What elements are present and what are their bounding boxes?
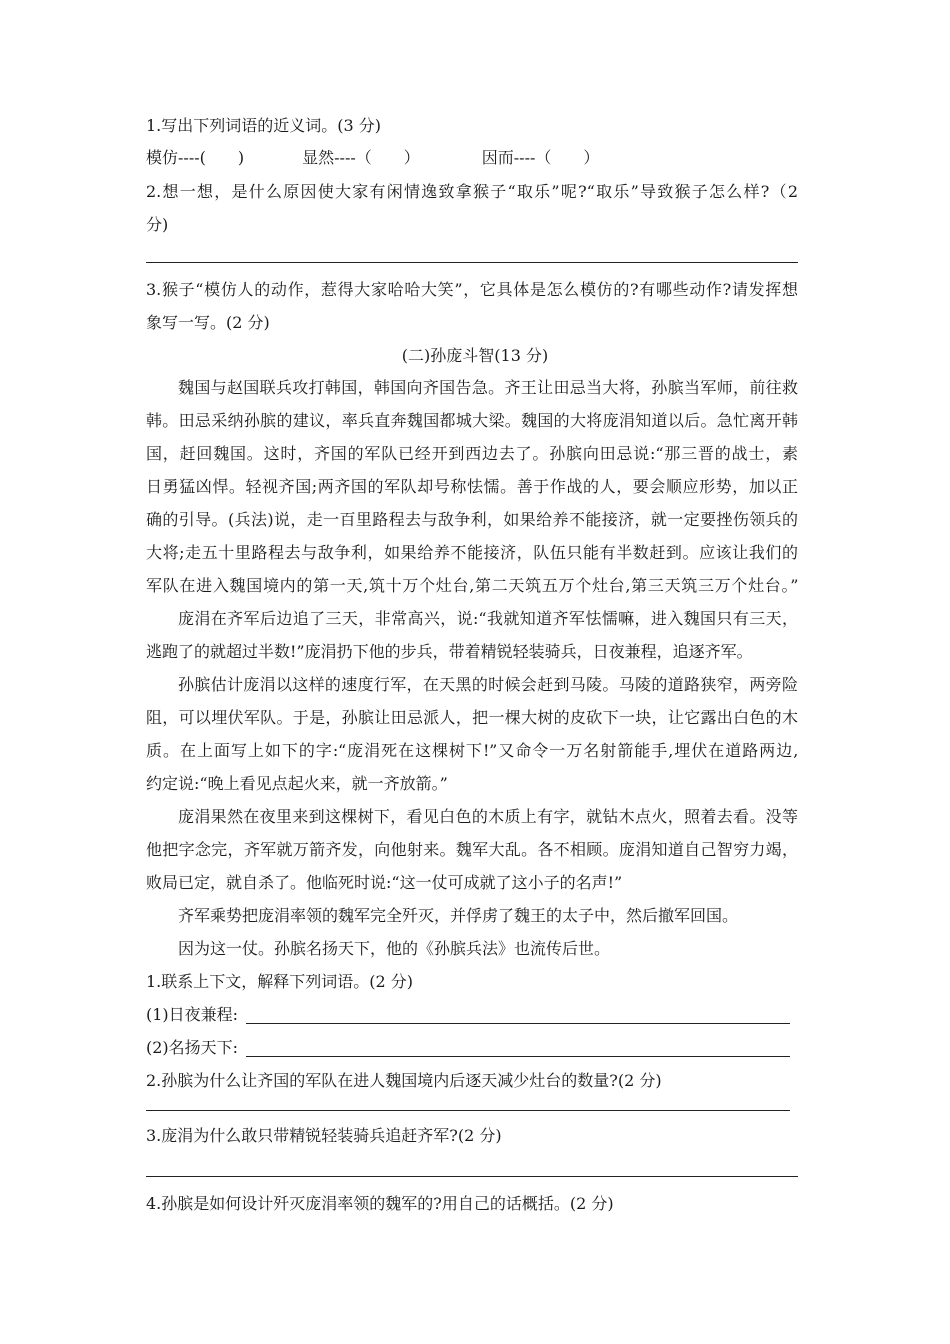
passage-p3-line2: 阻，可以埋伏军队。于是，孙膑让田忌派人，把一棵大树的皮砍下一块，让它露出白色的木 bbox=[146, 708, 798, 727]
question-synonyms: 1.写出下列词语的近义词。(3 分) bbox=[146, 116, 382, 135]
answer-line-cavalry[interactable] bbox=[146, 1176, 798, 1177]
question-imitate-line1: 3.猴子“模仿人的动作，惹得大家哈哈大笑”，它具体是怎么模仿的?有哪些动作?请发挥想 bbox=[146, 280, 798, 299]
question-ambush: 4.孙膑是如何设计歼灭庞涓率领的魏军的?用自己的话概括。(2 分) bbox=[146, 1194, 614, 1213]
explain-item-1-label: (1)日夜兼程: bbox=[146, 1005, 239, 1024]
question-reason-line1: 2.想一想，是什么原因使大家有闲情逸致拿猴子“取乐”呢?“取乐”导致猴子怎么样?（2 bbox=[146, 182, 798, 201]
synonym-row bbox=[146, 150, 599, 166]
passage-p2-line1: 庞涓在齐军后边追了三天，非常高兴，说:“我就知道齐军怯懦嘛，进入魏国只有三天， bbox=[178, 609, 798, 628]
passage-p3-line1: 孙膑估计庞涓以这样的速度行军，在天黑的时候会赶到马陵。马陵的道路狭窄，两旁险 bbox=[178, 675, 798, 694]
synonym-item-2: 显然----（ ） bbox=[302, 148, 420, 167]
passage-p1-line2: 韩。田忌采纳孙膑的建议，率兵直奔魏国都城大梁。魏国的大将庞涓知道以后。急忙离开韩 bbox=[146, 411, 798, 430]
section-title: (二)孙庞斗智(13 分) bbox=[401, 346, 549, 365]
answer-line-explain-1[interactable] bbox=[246, 1023, 790, 1024]
question-imitate-line2: 象写一写。(2 分) bbox=[146, 313, 270, 332]
passage-p1-line5: 确的引导。(兵法)说，走一百里路程去与敌争利，如果给养不能接济，就一定要挫伤领兵的 bbox=[146, 510, 798, 529]
passage-p3-line3: 质。在上面写上如下的字:“庞涓死在这棵树下!”又命令一万名射箭能手,埋伏在道路两边, bbox=[146, 741, 798, 760]
answer-line-reason[interactable] bbox=[146, 262, 798, 263]
answer-line-explain-2[interactable] bbox=[246, 1056, 790, 1057]
passage-p2-line2: 逃跑了的就超过半数!”庞涓扔下他的步兵，带着精锐轻装骑兵，日夜兼程，追逐齐军。 bbox=[146, 642, 753, 661]
explain-item-2-label: (2)名扬天下: bbox=[146, 1038, 239, 1057]
passage-p1-line6: 大将;走五十里路程去与敌争利，如果给养不能接济，队伍只能有半数赶到。应该让我们的 bbox=[146, 543, 798, 562]
question-explain-words: 1.联系上下文，解释下列词语。(2 分) bbox=[146, 972, 414, 991]
passage-p4-line1: 庞涓果然在夜里来到这棵树下，看见白色的木质上有字，就钻木点火，照着去看。没等 bbox=[178, 807, 798, 826]
passage-p5: 齐军乘势把庞涓率领的魏军完全歼灭，并俘虏了魏王的太子中，然后撤军回国。 bbox=[178, 906, 739, 925]
synonym-item-3: 因而----（ ） bbox=[481, 148, 600, 167]
synonym-item-1: 模仿----( ) bbox=[146, 148, 245, 167]
question-reason-line2: 分) bbox=[146, 215, 169, 234]
passage-p1-line7: 军队在进入魏国境内的第一天,筑十万个灶台,第二天筑五万个灶台,第三天筑三万个灶台。” bbox=[146, 576, 798, 595]
passage-p4-line2: 他把字念完，齐军就万箭齐发，向他射来。魏军大乱。各不相顾。庞涓知道自己智穷力竭， bbox=[146, 840, 798, 859]
question-stoves: 2.孙膑为什么让齐国的军队在进人魏国境内后逐天减少灶台的数量?(2 分) bbox=[146, 1071, 662, 1090]
passage-p1-line4: 日勇猛凶悍。轻视齐国;两齐国的军队却号称怯懦。善于作战的人，要会顺应形势，加以正 bbox=[146, 477, 798, 496]
question-cavalry: 3.庞涓为什么敢只带精锐轻装骑兵追赶齐军?(2 分) bbox=[146, 1126, 502, 1145]
passage-p1-line3: 国，赶回魏国。这时，齐国的军队已经开到西边去了。孙膑向田忌说:“那三晋的战士，素 bbox=[146, 444, 798, 463]
passage-p6: 因为这一仗。孙膑名扬天下，他的《孙膑兵法》也流传后世。 bbox=[178, 939, 611, 958]
passage-p3-line4: 约定说:“晚上看见点起火来，就一齐放箭。” bbox=[146, 774, 448, 793]
answer-line-stoves[interactable] bbox=[146, 1110, 790, 1111]
passage-p1-line1: 魏国与赵国联兵攻打韩国，韩国向齐国告急。齐王让田忌当大将，孙膑当军师，前往救 bbox=[178, 378, 798, 397]
passage-p4-line3: 败局已定，就自杀了。他临死时说:“这一仗可成就了这小子的名声!” bbox=[146, 873, 623, 892]
